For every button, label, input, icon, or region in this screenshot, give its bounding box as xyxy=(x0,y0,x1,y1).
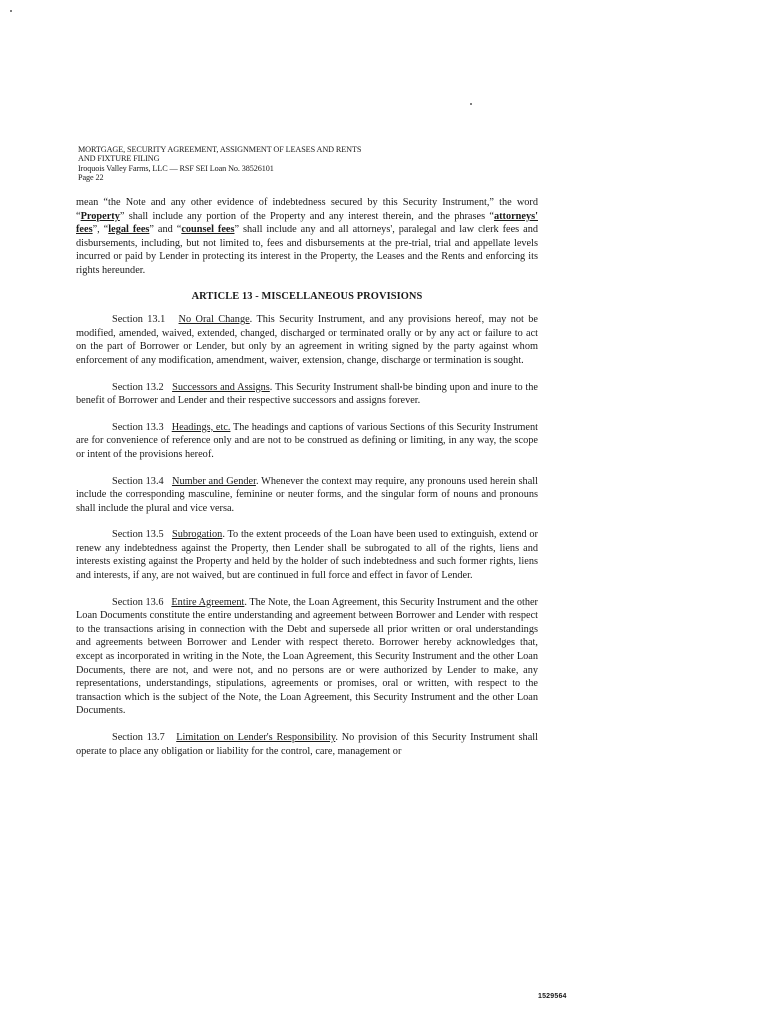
intro-paragraph: mean “the Note and any other evidence of indebtedness secured by this Security Instrument,” the word “Property” shall include any portion of the Property and any interest therein, and the phrases “attorneys' fees”, “legal fees” and “counsel fees” shall include any and all attorneys', paralegal and law clerk fees and disbursements, including, but not limited to, fees and disbursements at the pre-trial, trial and appellate levels incurred or paid by Lender in protecting its interest in the Property, the Leases and the Rents and enforcing its rights hereunder. xyxy=(76,197,539,276)
header-page-number: Page 22 xyxy=(78,172,104,182)
section-title: Headings, etc. xyxy=(171,421,231,433)
section-13-4 xyxy=(76,475,538,516)
section-title: No Oral Change xyxy=(178,314,250,326)
section-text: . No provision of this Security Instrument shall operate to place any obligation or liability for the control, care, management or xyxy=(76,732,538,757)
document-header xyxy=(78,145,548,182)
section-number: Section 13.7 xyxy=(112,732,165,743)
section-number: Section 13.3 xyxy=(112,421,164,433)
header-loan-reference: Iroquois Valley Farms, LLC — RSF SEI Loan No. 38526101 xyxy=(78,163,274,173)
section-text: . This Security Instrument shall be binding upon and inure to the benefit of Borrower and Lender and their respective successors and assigns forever. xyxy=(76,381,538,407)
section-number: Section 13.1 xyxy=(112,314,166,326)
defined-term-property: Property xyxy=(80,210,120,222)
section-text: . The Note, the Loan Agreement, this Security Instrument and the other Loan Documents constitute the entire understanding and agreement between Borrower and Lender with respect to the transactions arising in connection with the Debt and supersede all prior written or oral understandings and agreements between Borrower and Lender with respect thereto. Borrower hereby acknowledges that, except as incorporated in writing in the Note, the Loan Agreement, this Security Instrument and the other Loan Documents, there are not, and were not, and no persons are or were authorized by Lender to make, any representations, understandings, stipulations, agreements or promises, oral or written, with respect to the transaction which is the subject of the Note, the Loan Agreement, this Security Instrument and the other Loan Documents. xyxy=(76,596,538,717)
section-text: The headings and captions of various Sections of this Security Instrument are for convenience of reference only and are not to be construed as defining or limiting, in any way, the scope or intent of the provisions hereof. xyxy=(76,421,538,460)
section-13-2 xyxy=(76,381,538,408)
scan-speck xyxy=(10,10,12,12)
section-title: Entire Agreement xyxy=(171,596,245,608)
section-title: Limitation on Lender's Responsibility xyxy=(176,732,336,743)
section-text: . This Security Instrument, and any provisions hereof, may not be modified, amended, waived, extended, changed, discharged or terminated orally or by any act or failure to act on the part of Borrower or Lender, but only by an agreement in writing signed by the party against whom enforcement of any modification, amendment, waiver, extension, change, discharge or termination is sought. xyxy=(76,314,538,366)
section-title: Subrogation xyxy=(171,529,223,541)
section-number: Section 13.2 xyxy=(112,381,164,393)
document-body xyxy=(76,196,538,771)
header-title-line: MORTGAGE, SECURITY AGREEMENT, ASSIGNMENT OF LEASES AND RENTS xyxy=(78,145,362,154)
section-number: Section 13.4 xyxy=(112,475,164,487)
section-text: . Whenever the context may require, any pronouns used herein shall include the corresponding masculine, feminine or neuter forms, and the singular form of nouns and pronouns shall include the plural and vice versa. xyxy=(76,475,538,514)
section-number: Section 13.5 xyxy=(112,529,164,541)
section-13-3 xyxy=(76,421,538,462)
section-13-5 xyxy=(76,528,538,582)
section-13-7 xyxy=(76,731,538,758)
article-heading: ARTICLE 13 - MISCELLANEOUS PROVISIONS xyxy=(191,290,423,302)
section-number: Section 13.6 xyxy=(112,596,164,608)
defined-term-attorneys-fees: attorneys' fees xyxy=(76,210,538,236)
section-title: Number and Gender xyxy=(172,475,256,487)
section-13-1 xyxy=(76,313,538,367)
document-id-stamp: 1529564 xyxy=(538,993,567,1000)
header-title-line: AND FIXTURE FILING xyxy=(78,154,160,164)
defined-term-legal-fees: legal fees xyxy=(108,224,150,236)
section-text: . To the extent proceeds of the Loan have been used to extinguish, extend or renew any indebtedness against the Property, then Lender shall be subrogated to all of the rights, liens and interests existing against the Property and held by the holder of such indebtedness and such former rights, liens and interests, if any, are not waived, but are continued in full force and effect in favor of Lender. xyxy=(76,529,538,582)
section-13-6 xyxy=(76,596,538,718)
section-title: Successors and Assigns xyxy=(172,381,270,393)
defined-term-counsel-fees: counsel fees xyxy=(181,224,235,236)
scan-speck xyxy=(470,103,472,105)
